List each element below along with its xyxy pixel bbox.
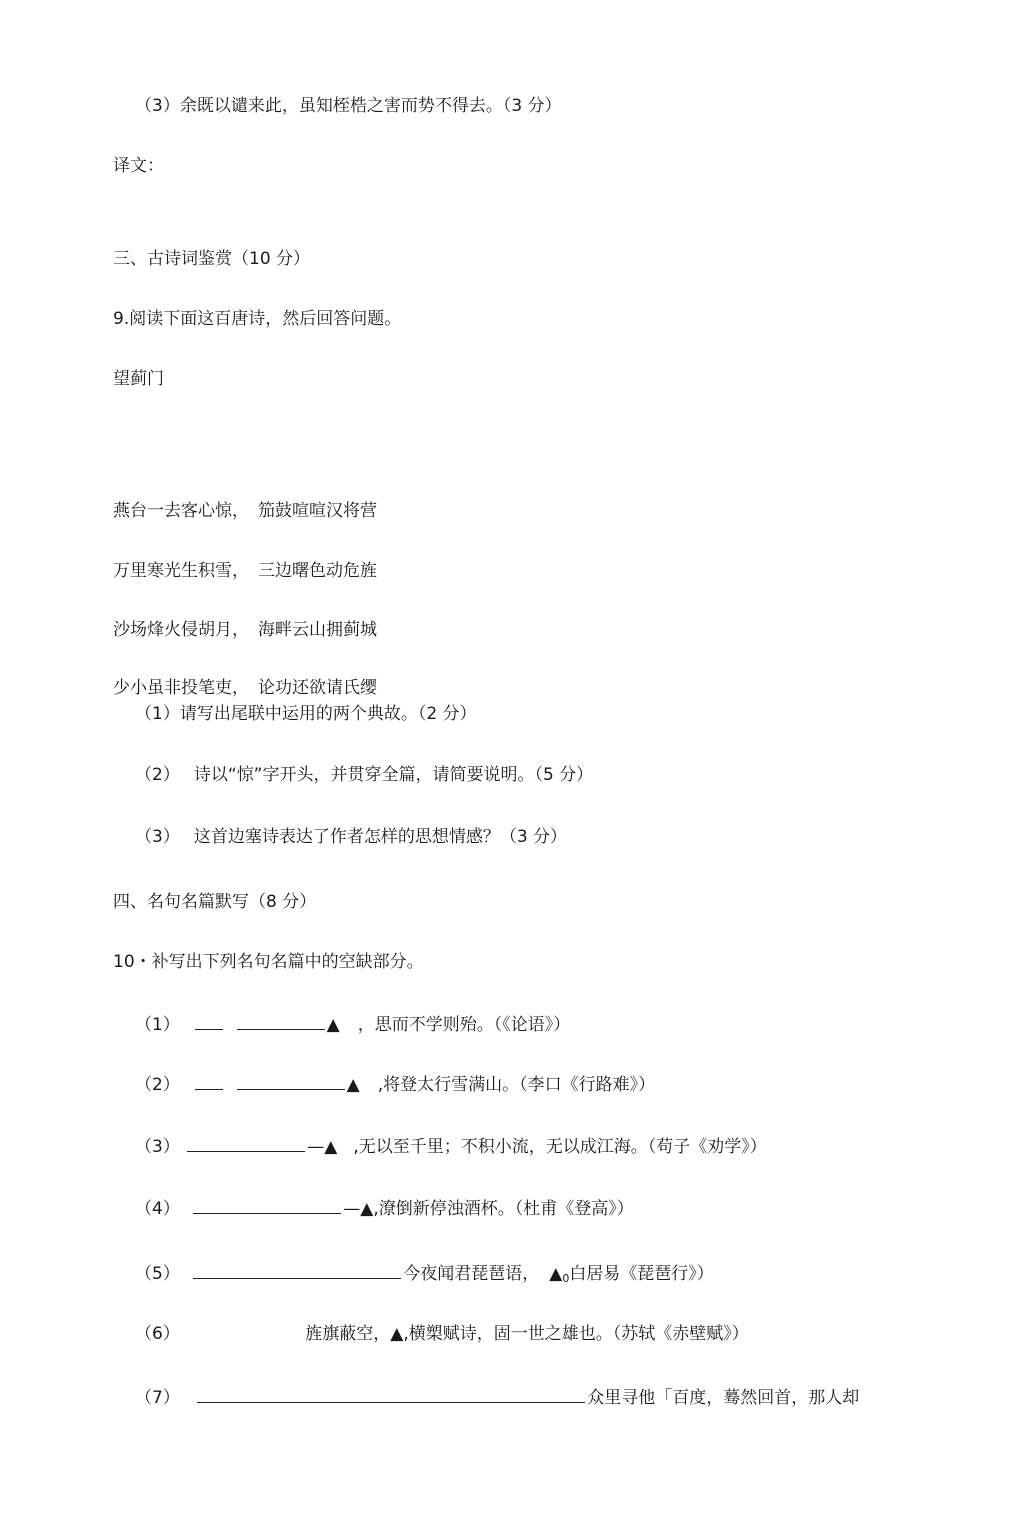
section4-title: 四、名句名篇默写（8 分） [113, 892, 317, 912]
q10-item-text: ,潦倒新停浊酒杯。（杜甫《登高》） [373, 1199, 634, 1219]
q10-item [135, 1386, 859, 1409]
q10-item-number: （1） [135, 1015, 180, 1035]
poem-line-b: 论功还欲请氏缨 [258, 678, 377, 698]
poem-line-a: 燕台一去客心惊， [113, 501, 249, 521]
q10-item-text: ，思而不学则殆。（《论语》） [357, 1015, 571, 1035]
section3-title: 三、古诗词鉴赏（10 分） [113, 249, 311, 269]
poem-line-b: 笳鼓喧喧汉将营 [258, 501, 377, 521]
answer-blank[interactable] [237, 1013, 325, 1030]
q9-sub-text: 这首边塞诗表达了作者怎样的思想情感？（3 分） [193, 827, 568, 847]
q10-item-number: （2） [135, 1075, 180, 1095]
q9-sub-number: （3） [135, 827, 180, 847]
poem-line [113, 619, 377, 641]
q9-sub-text: 诗以“惊”字开头，并贯穿全篇，请简要说明。（5 分） [193, 765, 594, 785]
q9-sub-question [135, 703, 477, 725]
q10-item-number: （4） [135, 1199, 180, 1219]
triangle-marker: ▲ [326, 1015, 340, 1035]
q10-item-source: 白居易《琵琶行》） [569, 1264, 714, 1284]
q9-intro: 9.阅读下面这百唐诗，然后回答问题。 [113, 309, 402, 329]
q9-sub-text: 请写出尾联中运用的两个典故。（2 分） [179, 704, 477, 724]
answer-blank[interactable] [195, 1013, 223, 1030]
poem-line [113, 560, 377, 582]
poem-line-a: 万里寒光生积雪， [113, 561, 249, 581]
q10-item-number: （7） [135, 1388, 180, 1408]
subscript-mark: 0 [562, 1272, 570, 1285]
answer-blank[interactable] [187, 1135, 305, 1152]
answer-blank[interactable] [193, 1197, 341, 1214]
q10-item-text: 旌旗蔽空， [305, 1324, 391, 1344]
q10-item-text: ,将登太行雪满山。（李口《行路难》） [377, 1075, 656, 1095]
triangle-marker: —▲ [343, 1199, 374, 1219]
q10-item [135, 1013, 570, 1036]
poem-line [113, 500, 377, 522]
triangle-marker: —▲ [307, 1137, 338, 1157]
poem-line-a: 沙场烽火侵胡月， [113, 620, 249, 640]
q10-item-text: 众里寻他「百度，蓦然回首，那人却 [587, 1388, 860, 1408]
poem-line-b: 海畔云山拥蓟城 [258, 620, 377, 640]
q10-item [135, 1073, 655, 1096]
q10-intro: 10・补写出下列名句名篇中的空缺部分。 [113, 952, 424, 972]
q9-sub-question [135, 764, 593, 786]
q10-item [135, 1262, 714, 1290]
q10-item-number: （5） [135, 1264, 180, 1284]
q9-sub-question [135, 826, 567, 848]
q9-sub-number: （2） [135, 765, 180, 785]
q10-item-number: （3） [135, 1137, 180, 1157]
q9-sub-number: （1） [135, 704, 180, 724]
q10-item-number: （6） [135, 1324, 180, 1344]
q8-3-number: （3） [135, 96, 180, 116]
q10-item-text: 今夜闻君琵琶语， [403, 1264, 540, 1284]
answer-blank[interactable] [195, 1073, 223, 1090]
q8-3 [135, 95, 562, 117]
q10-item-text: ,无以至千里；不积小流，无以成江海。（苟子《劝学》） [353, 1137, 767, 1157]
poem-line-a: 少小虽非投笔吏， [113, 678, 249, 698]
triangle-marker: ▲ [346, 1075, 360, 1095]
q10-item [135, 1135, 767, 1158]
q10-item [135, 1197, 634, 1220]
q10-item-source: ,横槊赋诗，固一世之雄也。（苏轼《赤壁赋》） [403, 1324, 749, 1344]
q8-3-text: 余既以谴来此，虽知桎梏之害而势不得去。（3 分） [179, 96, 562, 116]
answer-blank[interactable] [237, 1073, 345, 1090]
poem-line-b: 三边曙色动危旌 [258, 561, 377, 581]
q10-item [135, 1323, 749, 1345]
poem-title: 望蓟门 [113, 369, 164, 389]
answer-blank[interactable] [197, 1386, 585, 1403]
poem-line [113, 677, 377, 699]
answer-blank[interactable] [193, 1262, 401, 1279]
translation-label: 译文： [113, 156, 164, 176]
triangle-marker: ▲ [549, 1264, 563, 1284]
triangle-marker: ▲ [390, 1324, 404, 1344]
